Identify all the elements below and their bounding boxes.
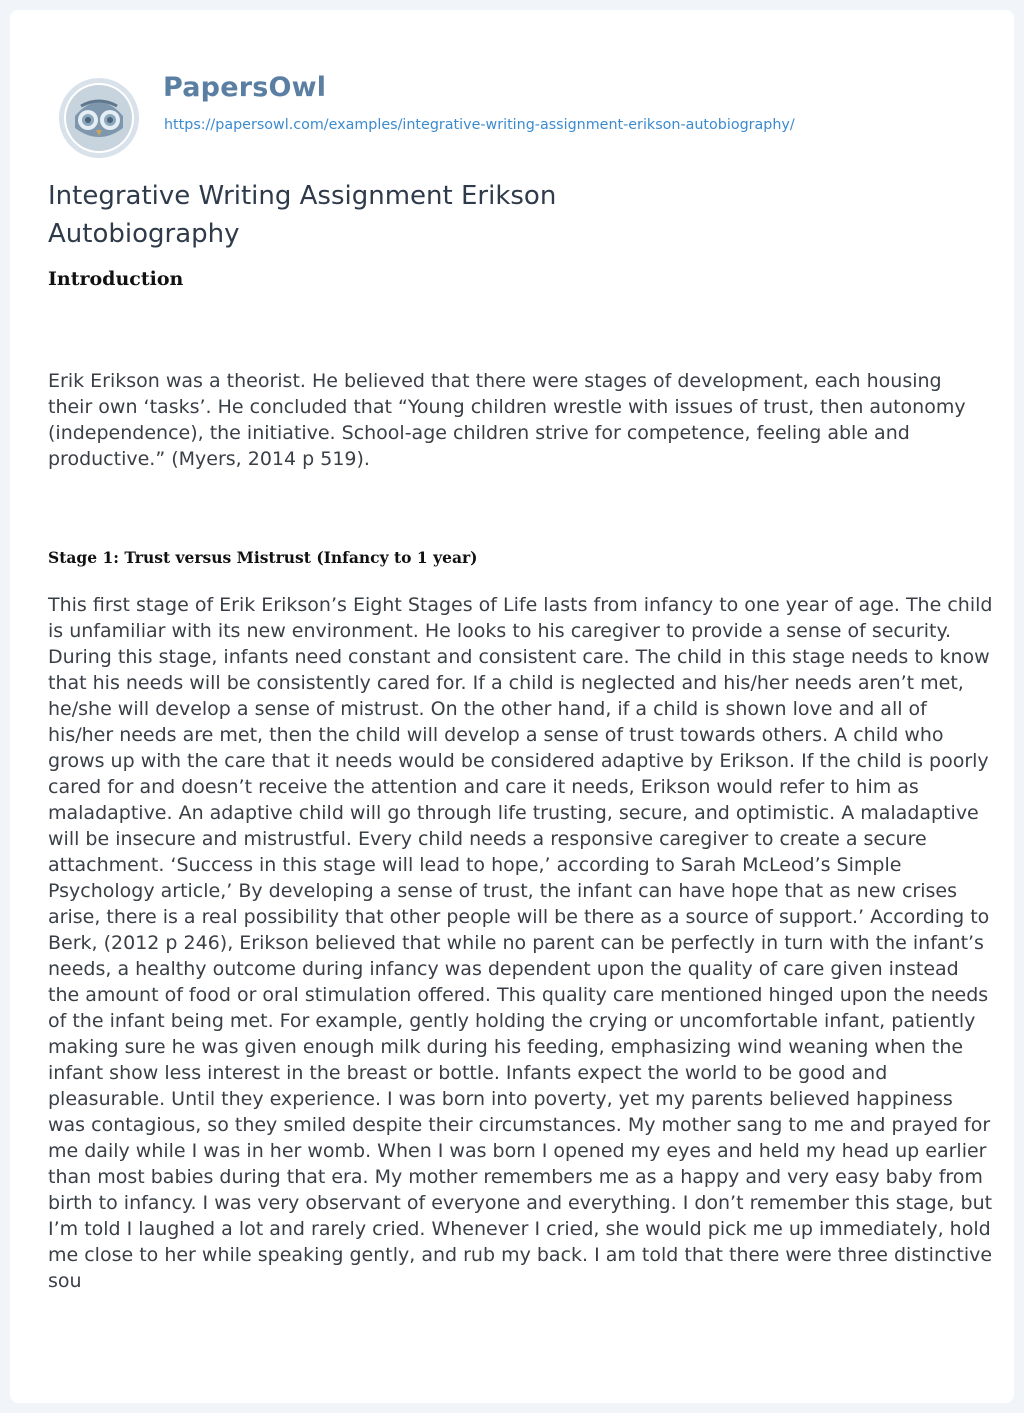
paragraph-stage-1: This first stage of Erik Erikson’s Eight Stages of Life lasts from infancy to one year of age. The child is unfamiliar with its new environment. He looks to his caregiver to provide a sense of security. During this stage, infants need constant and consistent care. The child in this stage needs to know that his needs will be consistently cared for. If a child is neglected and his/her needs aren’t met, he/she will develop a sense of mistrust. On the other hand, if a child is shown love and all of his/her needs are met, then the child will develop a sense of trust towards others. A child who grows up with the care that it needs would be considered adaptive by Erikson. If the child is poorly cared for and doesn’t receive the attention and care it needs, Erikson would refer to him as maladaptive. An adaptive child will go through life trusting, secure, and optimistic. A maladaptive will be insecure and mistrustful. Every child needs a responsive caregiver to create a secure attachment. ‘Success in this stage will lead to hope,’ according to Sarah McLeod’s Simple Psychology article,’ By developing a sense of trust, the infant can have hope that as new crises arise, there is a real possibility that other people will be there as a source of support.’ According to Berk, (2012 p 246), Erikson believed that while no parent can be perfectly in turn with the infant’s needs, a healthy outcome during infancy was dependent upon the quality of care given instead the amount of food or oral stimulation offered. This quality care mentioned hinged upon the needs of the infant being met. For example, gently holding the crying or uncomfortable infant, patiently making sure he was given enough milk during his feeding, emphasizing wind weaning when the infant show less interest in the breast or bottle. Infants expect the world to be good and pleasurable. Until they experience. I was born into poverty, yet my parents believed happiness was contagious, so they smiled despite their circumstances. My mother sang to me and prayed for me daily while I was in her womb. When I was born I opened my eyes and held my head up earlier than most babies during that era. My mother remembers me as a happy and very easy baby from birth to infancy. I was very observant of everyone and everything. I don’t remember this stage, but I’m told I laughed a lot and rarely cried. Whenever I cried, she would pick me up immediately, hold me close to her while speaking gently, and rub my back. I am told that there were three distinctive sou [48, 594, 993, 1292]
section-heading-stage-1: Stage 1: Trust versus Mistrust (Infancy to 1 year) [48, 548, 478, 567]
brand-name[interactable]: PapersOwl [163, 72, 327, 103]
owl-logo-icon [57, 76, 141, 160]
site-header [57, 68, 1007, 148]
document-page [10, 10, 1014, 1403]
source-url-link[interactable]: https://papersowl.com/examples/integrative-writing-assignment-erikson-autobiography/ [164, 117, 795, 133]
section-heading-introduction: Introduction [48, 268, 184, 290]
paragraph-introduction: Erik Erikson was a theorist. He believed that there were stages of development, each housing their own ‘tasks’. He concluded that “Young children wrestle with issues of trust, then autonomy (independence), the initiative. School-age children strive for competence, feeling able and productive.” (Myers, 2014 p 519). [48, 370, 966, 470]
page-title: Integrative Writing Assignment Erikson Autobiography [48, 181, 557, 249]
